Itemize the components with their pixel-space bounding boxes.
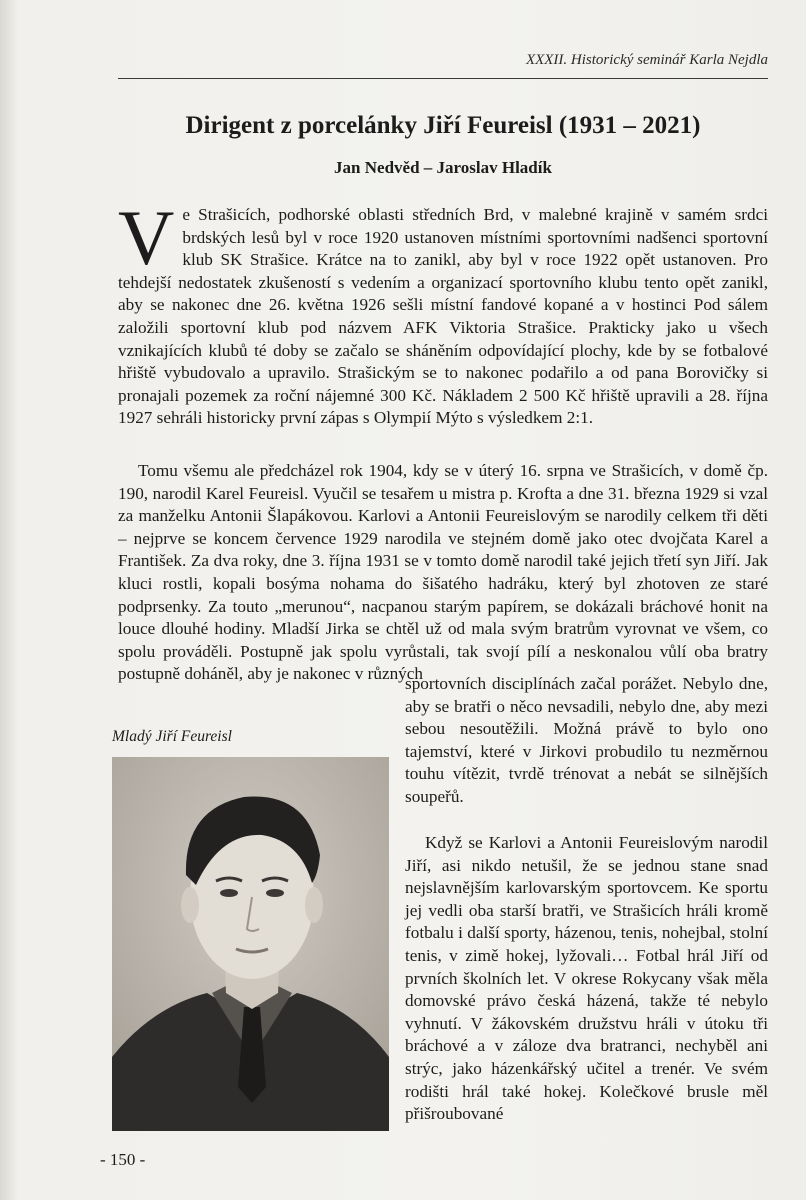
paragraph-1 xyxy=(118,194,768,430)
page-number: - 150 - xyxy=(100,1150,146,1169)
article-title: Dirigent z porcelánky Jiří Feureisl (1931 – 2021) xyxy=(185,112,701,139)
header-rule xyxy=(118,78,768,79)
portrait-illustration xyxy=(112,757,389,1131)
portrait-photo xyxy=(112,757,389,1131)
paragraph-3: Když se Karlovi a Antonii Feureislovým narodil Jiří, asi nikdo netušil, že se jednou stane snad nejslavnějším karlovarským sportovcem. Ke sportu jej vedli oba starší bratři, ve Strašicích hráli kromě fotbalu i další sporty, házenou, tenis, nohejbal, stolní tenis, v zimě hokej, lyžovali… Fotbal hrál Jiří od prvních školních let. V okrese Rokycany však měla domovské právo česká házená, takže té nebylo vyhnutí. V žákovském družstvu hráli v útoku tři bráchové a v záloze dva bratranci, nechyběl ani strýc, jako házenkářský učitel a trenér. Ve svém rodišti hrál také hokej. Kolečkové brusle měl přišroubované xyxy=(405,833,768,1124)
drop-cap: V xyxy=(118,194,175,281)
photo-caption: Mladý Jiří Feureisl xyxy=(112,728,232,745)
paragraph-2: Tomu všemu ale předcházel rok 1904, kdy se v úterý 16. srpna ve Strašicích, v domě čp. 190, narodil Karel Feureisl. Vyučil se tesařem u mistra p. Krofta a dne 31. března 1929 si vzal za manželku Antonii Šlapákovou. Karlovi a Antonii Feureislovým se narodily celkem tři děti – nejprve se koncem července 1929 narodila ve stejném domě jako otec dvojčata Karel a František. Za dva roky, dne 3. října 1931 se v tomto domě narodil také jejich třetí syn Jiří. Jak kluci rostli, kopali bosýma nohama do šišatého hadráku, který byl zhotoven ze staré podprsenky. Za touto „merunou“, nacpanou starým papírem, se dokázali bráchové honit na louce dlouhé hodiny. Mladší Jirka se chtěl už od mala svým bratrům vyrovnat ve všem, co spolu prováděli. Postupně jak spolu vyrůstali, tak svojí pílí a neskonalou vůlí oba bratry postupně doháněl, aby je nakonec v různých xyxy=(118,461,768,684)
running-head: XXXII. Historický seminář Karla Nejdla xyxy=(525,52,768,68)
paragraph-2-continued: sportovních disciplínách začal porážet. Nebylo dne, aby se bratři o něco nevsadili, nebylo dne, aby mezi sebou nesoutěžili. Možná právě to bylo ono tajemství, které v Jirkovi probudilo tu nezměrnou touhu vítězit, tvrdě trénovat a nebát se silnějších soupeřů. xyxy=(405,674,768,806)
paragraph-1-text: e Strašicích, podhorské oblasti středních Brd, v malebné krajině v samém srdci brdských lesů byl v roce 1920 ustanoven místními sportovními nadšenci sportovní klub SK Strašice. Krátce na to zanikl, aby byl v roce 1922 opět ustanoven. Pro tehdejší nedostatek zkušeností s vedením a organizací sportovního klubu tento opět zanikl, aby se nakonec dne 26. května 1926 sešli místní fandové kopané a v hostinci Pod sálem založili sportovní klub pod názvem AFK Viktoria Strašice. Prakticky jako u všech vznikajících klubů té doby se začalo se sháněním odpovídající plochy, kde by se fotbalové hřiště vybudovalo a upravilo. Strašickým se to nakonec podařilo a od pana Borovičky si pronajali pozemek za roční nájemné 300 Kč. Nákladem 2 500 Kč hřiště upravili a 28. října 1927 sehráli historicky první zápas s Olympií Mýto s výsledkem 2:1. xyxy=(118,205,768,428)
article-authors: Jan Nedvěd – Jaroslav Hladík xyxy=(334,158,552,177)
